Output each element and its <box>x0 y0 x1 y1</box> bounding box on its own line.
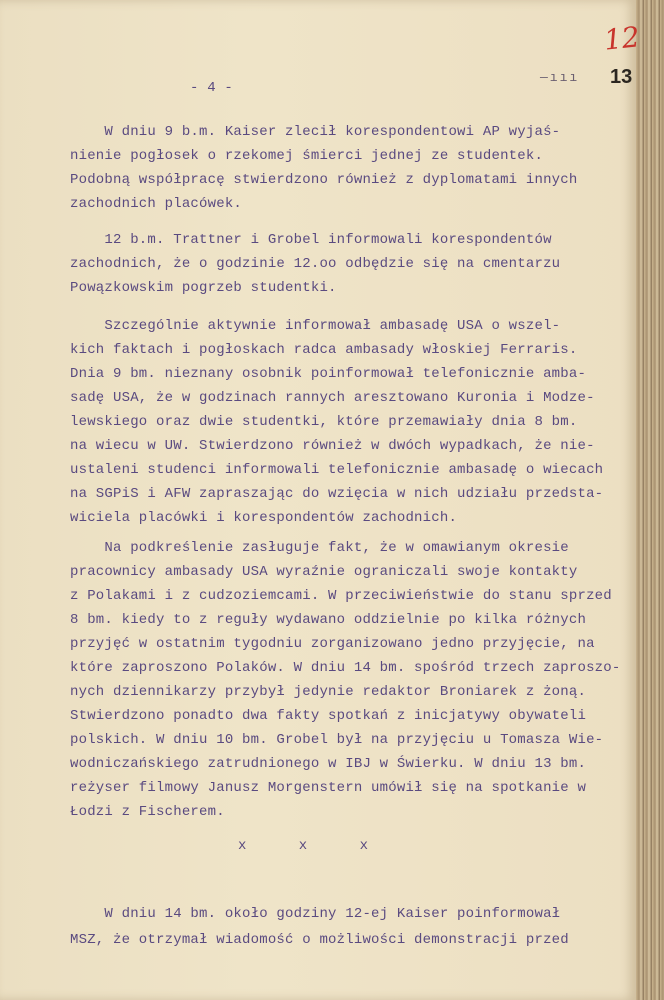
paragraph-3-line-8: na SGPiS i AFW zapraszając do wzięcia w nich udziału przedsta- <box>70 486 604 502</box>
last-paragraph-line-1: W dniu 14 bm. około godziny 12-ej Kaiser poinformował <box>70 906 561 922</box>
paragraph-4-line-3: z Polakami i z cudzoziemcami. W przeciwieństwie do stanu sprzed <box>70 588 612 604</box>
paragraph-1-line-1: W dniu 9 b.m. Kaiser zlecił korespondentowi AP wyjaś- <box>70 124 561 140</box>
paragraph-2-line-1: 12 b.m. Trattner i Grobel informowali korespondentów <box>70 232 552 248</box>
page-stack-edge <box>636 0 664 1000</box>
paragraph-4-line-12: Łodzi z Fischerem. <box>70 804 225 820</box>
paragraph-3-line-9: wiciela placówki i korespondentów zachodnich. <box>70 510 458 526</box>
paragraph-3-line-1: Szczególnie aktywnie informował ambasadę USA o wszel- <box>70 318 561 334</box>
archive-mark: —ııı <box>540 70 580 85</box>
paragraph-3-line-5: lewskiego oraz dwie studentki, które przemawiały dnia 8 bm. <box>70 414 578 430</box>
last-paragraph-line-2: MSZ, że otrzymał wiadomość o możliwości demonstracji przed <box>70 932 569 948</box>
paragraph-3-line-6: na wiecu w UW. Stwierdzono również w dwóch wypadkach, że nie- <box>70 438 595 454</box>
paragraph-3-line-2: kich faktach i pogłoskach radca ambasady włoskiej Ferraris. <box>70 342 578 358</box>
paragraph-4-line-5: przyjęć w ostatnim tygodniu zorganizowano jedno przyjęcie, na <box>70 636 595 652</box>
paragraph-1-line-2: nienie pogłosek o rzekomej śmierci jednej ze studentek. <box>70 148 544 164</box>
paragraph-4-line-6: które zaproszono Polaków. W dniu 14 bm. spośród trzech zaproszo- <box>70 660 621 676</box>
paragraph-1-line-3: Podobną współpracę stwierdzono również z dyplomatami innych <box>70 172 578 188</box>
paragraph-4-line-7: nych dziennikarzy przybył jedynie redaktor Broniarek z żoną. <box>70 684 587 700</box>
paragraph-2-line-3: Powązkowskim pogrzeb studentki. <box>70 280 337 296</box>
paragraph-3-line-3: Dnia 9 bm. nieznany osobnik poinformował telefonicznie amba- <box>70 366 587 382</box>
section-separator: x x x <box>238 838 391 854</box>
paragraph-4-line-11: reżyser filmowy Janusz Morgenstern umówił się na spotkanie w <box>70 780 587 796</box>
paragraph-1-line-4: zachodnich placówek. <box>70 196 243 212</box>
paragraph-4-line-9: polskich. W dniu 10 bm. Grobel był na przyjęciu u Tomasza Wie- <box>70 732 604 748</box>
paragraph-4-line-2: pracownicy ambasady USA wyraźnie ograniczali swoje kontakty <box>70 564 578 580</box>
sheet-number: 13 <box>610 66 633 88</box>
paragraph-4-line-8: Stwierdzono ponadto dwa fakty spotkań z inicjatywy obywateli <box>70 708 587 724</box>
paragraph-4-line-1: Na podkreślenie zasługuje fakt, że w omawianym okresie <box>70 540 569 556</box>
paragraph-2-line-2: zachodnich, że o godzinie 12.oo odbędzie się na cmentarzu <box>70 256 561 272</box>
handwritten-page-number: 12 <box>602 20 642 57</box>
paragraph-3-line-4: sadę USA, że w godzinach rannych aresztowano Kuronia i Modze- <box>70 390 595 406</box>
paragraph-4-line-4: 8 bm. kiedy to z reguły wydawano oddzielnie po kilka różnych <box>70 612 587 628</box>
paragraph-3-line-7: ustaleni studenci informowali telefonicznie ambasadę o wiecach <box>70 462 604 478</box>
paragraph-4-line-10: wodniczańskiego zatrudnionego w IBJ w Świerku. W dniu 13 bm. <box>70 756 587 772</box>
page-marker: - 4 - <box>190 80 234 96</box>
